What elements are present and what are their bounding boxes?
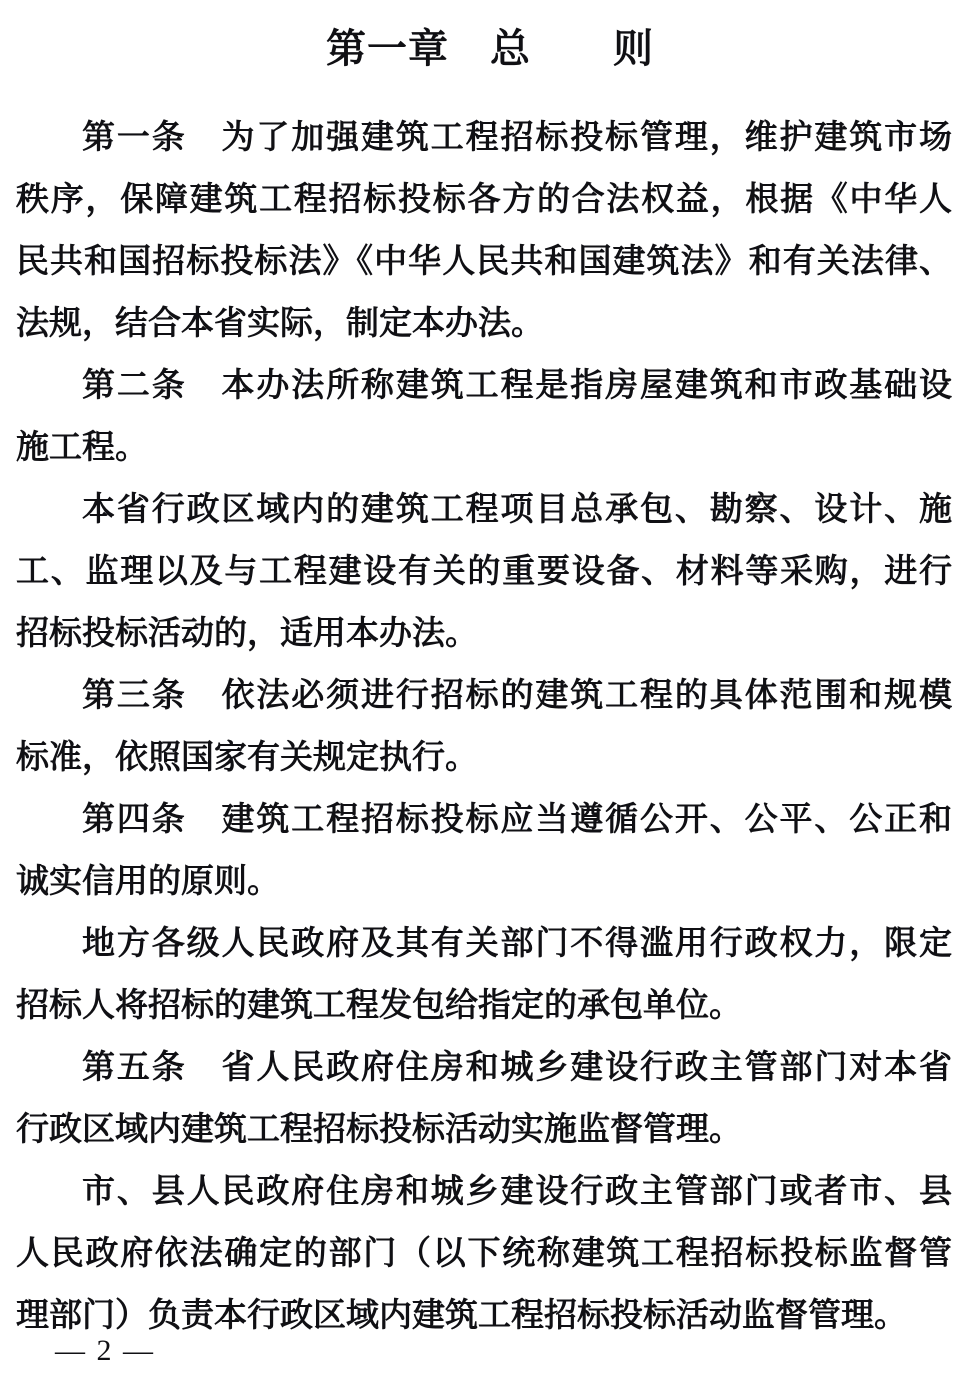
text-line: 诚实信用的原则。: [16, 862, 280, 899]
text-line: 招标人将招标的建筑工程发包给指定的承包单位。: [16, 986, 742, 1023]
text-line: 第二条 本办法所称建筑工程是指房屋建筑和市政基础设: [82, 366, 952, 403]
document-body: [16, 106, 952, 1346]
text-line: 秩序，保障建筑工程招标投标各方的合法权益，根据《中华人: [16, 180, 952, 217]
text-line: 第四条 建筑工程招标投标应当遵循公开、公平、公正和: [82, 800, 952, 837]
text-line: 人民政府依法确定的部门（以下统称建筑工程招标投标监督管: [16, 1234, 952, 1271]
text-line: 招标投标活动的，适用本办法。: [16, 614, 478, 651]
text-line: 第三条 依法必须进行招标的建筑工程的具体范围和规模: [82, 676, 952, 713]
text-line: 市、县人民政府住房和城乡建设行政主管部门或者市、县: [82, 1172, 952, 1209]
text-line: 本省行政区域内的建筑工程项目总承包、勘察、设计、施: [82, 490, 952, 527]
text-line: 理部门）负责本行政区域内建筑工程招标投标活动监督管理。: [16, 1296, 907, 1333]
text-line: 行政区域内建筑工程招标投标活动实施监督管理。: [16, 1110, 742, 1147]
chapter-title: 第一章 总 则: [326, 27, 654, 71]
text-line: 民共和国招标投标法》《中华人民共和国建筑法》和有关法律、: [16, 242, 952, 279]
page-number: — 2 —: [55, 1334, 155, 1367]
text-line: 法规，结合本省实际，制定本办法。: [16, 304, 544, 341]
text-line: 地方各级人民政府及其有关部门不得滥用行政权力，限定: [82, 924, 952, 961]
text-line: 标准，依照国家有关规定执行。: [16, 738, 478, 775]
text-line: 第一条 为了加强建筑工程招标投标管理，维护建筑市场: [82, 118, 952, 155]
text-line: 工、监理以及与工程建设有关的重要设备、材料等采购，进行: [16, 552, 952, 589]
text-line: 施工程。: [16, 428, 148, 465]
text-line: 第五条 省人民政府住房和城乡建设行政主管部门对本省: [82, 1048, 952, 1085]
